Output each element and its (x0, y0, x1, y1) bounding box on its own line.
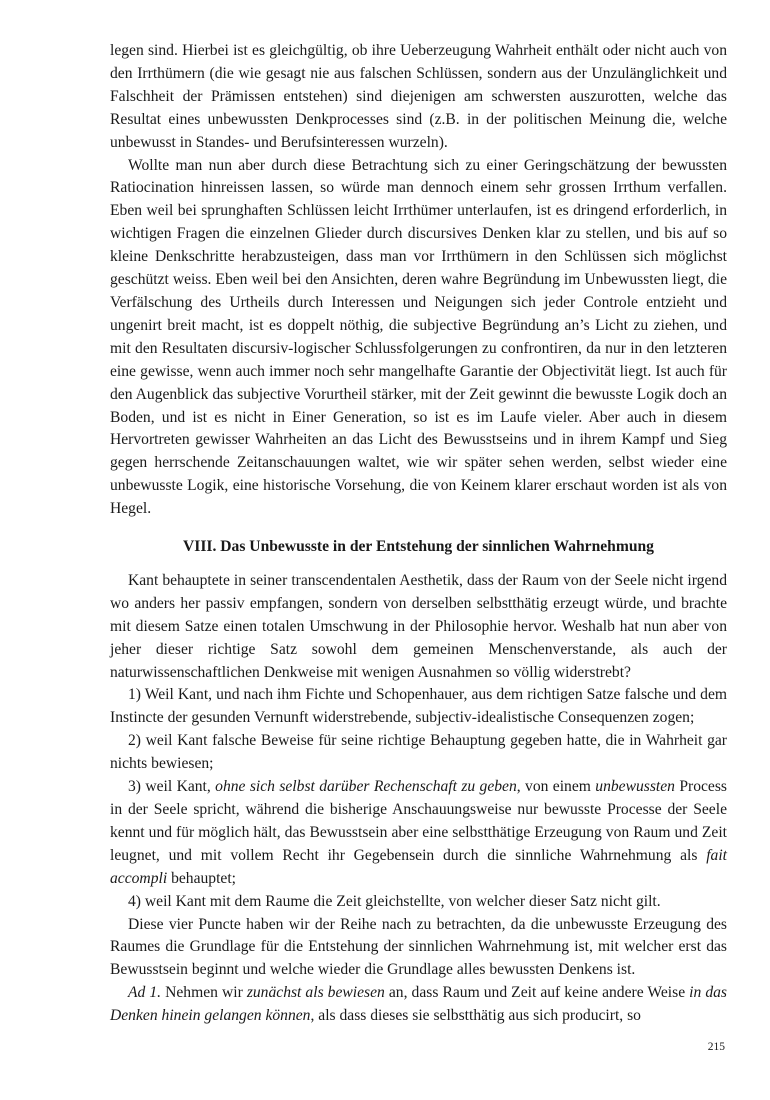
paragraph-2: Wollte man nun aber durch diese Betrachtung sich zu einer Geringschätzung der bewussten Ratiocination hinreissen lassen, so würde man dennoch einem sehr grossen Irrthum verfallen. Eben weil bei sprunghaften Schlüssen leicht Irrthümer unterlaufen, ist es dringend erforderlich, in wichtigen Fragen die einzelnen Glieder durch discursives Denken klar zu stellen, und bis auf so kleine Denkschritte herabzusteigen, dass man vor Irrthümern in den Schlüssen sich möglichst geschützt weiss. Eben weil bei den Ansichten, deren wahre Begründung im Unbewussten liegt, die Verfälschung des Urtheils durch Interessen und Neigungen sich jeder Controle entzieht und ungenirt breit macht, ist es doppelt nöthig, die subjective Begründung an’s Licht zu ziehen, und mit den Resultaten discursiv-logischer Schlussfolgerungen zu confrontiren, da nur in den letzteren eine gewisse, wenn auch immer noch sehr mangelhafte Garantie der Objectivität liegt. Ist auch für den Augenblick das subjective Vorurtheil stärker, mit der Zeit gewinnt die bewusste Logik doch an Boden, und ist es nicht in Einer Generation, so ist es im Laufe vieler. Aber auch in diesem Hervortreten gewisser Wahrheiten an das Licht des Bewusstseins und in ihrem Kampf und Sieg gegen herrschende Zeitanschauungen waltet, wie wir später sehen werden, selbst wieder eine unbewusste Logik, eine historische Vorsehung, die von Keinem klarer erschaut worden ist als von Hegel. (110, 156, 727, 518)
paragraph-1: legen sind. Hierbei ist es gleichgültig, ob ihre Ueberzeugung Wahrheit enthält oder nicht auch von den Irrthümern (die wie gesagt nie aus falschen Schlüssen, sondern aus der Unzulänglichkeit und Falschheit der Prämissen entstehen) sind diejenigen am schwersten auszurotten, welche das Resultat eines unbewussten Denkprocesses sind (z.B. in der politischen Meinung die, welche unbewusst in Standes- und Berufsinteressen wurzeln). (110, 42, 727, 151)
list-item-3-italic-d: unbewussten (595, 778, 675, 796)
paragraph-4: Diese vier Puncte haben wir der Reihe nach zu betrachten, da die unbewusste Erzeugung des Raumes die Grundlage für die Entstehung der sinnlichen Wahrnehmung ist, mit welcher erst das Bewusstsein beginnt und welche wieder die Grundlage alles bewussten Denkens ist. (110, 915, 727, 979)
paragraph-5-text-d: an, dass Raum und Zeit auf keine andere Weise (384, 984, 690, 1002)
paragraph-5-text-f: , als dass dieses sie selbstthätig aus sich producirt, so (310, 1007, 641, 1025)
paragraph-5-italic-c: zunächst als bewiesen (246, 984, 385, 1002)
list-item-3-text-a: 3) weil Kant, (128, 778, 216, 796)
list-item-3-text-g: behauptet; (167, 869, 237, 887)
list-item-3 (110, 776, 727, 891)
list-item-4: 4) weil Kant mit dem Raume die Zeit gleichstellte, von welcher dieser Satz nicht gilt. (128, 892, 661, 910)
list-item-1: 1) Weil Kant, und nach ihm Fichte und Schopenhauer, aus dem richtigen Satze falsche und dem Instincte der gesunden Vernunft widerstrebende, subjectiv-idealistische Consequenzen zogen; (110, 686, 727, 727)
section-heading: VIII. Das Unbewusste in der Entstehung der sinnlichen Wahrnehmung (183, 538, 654, 556)
page-body (110, 40, 727, 1028)
list-item-3-italic-f: fait accompli (110, 846, 727, 887)
paragraph-5-italic-a: Ad 1. (128, 984, 162, 1002)
list-item-3-italic-b: ohne sich selbst darüber Rechenschaft zu geben (215, 778, 517, 796)
list-item-3-text-e: Process in der Seele spricht, während die bisherige Anschauungsweise nur bewusste Processe der Seele kennt und für möglich hält, das Bewusstsein aber eine selbstthätige Erzeugung von Raum und Zeit leugnet, und mit vollem Recht ihr Gegebensein durch die sinnliche Wahrnehmung als (110, 778, 727, 864)
page-number: 215 (707, 1041, 725, 1053)
paragraph-5-italic-e: in das Denken hinein gelangen können (110, 984, 727, 1025)
paragraph-5-text-b: Nehmen wir (161, 984, 247, 1002)
paragraph-5 (110, 982, 727, 1028)
list-item-3-text-c: , von einem (516, 778, 596, 796)
list-item-2: 2) weil Kant falsche Beweise für seine richtige Behauptung gegeben hatte, die in Wahrheit gar nichts bewiesen; (110, 732, 727, 773)
paragraph-3: Kant behauptete in seiner transcendentalen Aesthetik, dass der Raum von der Seele nicht irgend wo anders her passiv empfangen, sondern von derselben selbstthätig erzeugt würde, und brachte mit diesem Satze einen totalen Umschwung in der Philosophie hervor. Weshalb hat nun aber von jeher dieser richtige Satz sowohl dem gemeinen Menschenverstande, als auch der naturwissenschaftlichen Denkweise mit wenigen Ausnahmen so völlig widerstrebt? (110, 571, 727, 681)
